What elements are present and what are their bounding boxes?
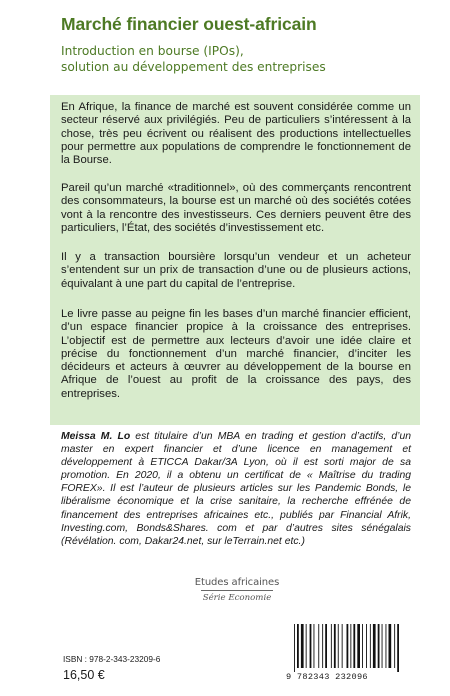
barcode-bar (353, 624, 355, 668)
summary-paragraph-4: Le livre passe au peigne fin les bases d’un marché financier efficient, d’un espace financier propice à la croissance des entreprises. L’objectif est de permettre aux lecteurs d’avoir une idée claire et précise du fonctionnement d’un marché financier, d’inciter les décideurs et acteurs à œuvrer au développement de la bourse en Afrique de l’ouest au profit de la croissance des pays, des entreprises. (61, 308, 411, 400)
barcode-bar (294, 624, 295, 672)
isbn: ISBN : 978-2-343-23209-6 (63, 654, 161, 664)
barcode-bar (301, 624, 304, 668)
barcode-bar (306, 624, 307, 668)
barcode-bars (292, 622, 412, 672)
barcode-bar (322, 624, 323, 668)
barcode-digits: 9 782343 232096 (286, 672, 368, 682)
barcode-bar (362, 624, 363, 668)
barcode-bar (318, 624, 319, 668)
summary-paragraph-1: En Afrique, la finance de marché est souvent considérée comme un secteur réservé aux privilégiés. Peu de particuliers s’intéressent à la chose, très peu écrivent ou réalisent des productions intellectuelles pour permettre aux populations de comprendre le fonctionnement de la Bourse. (61, 101, 411, 167)
barcode-bar (397, 624, 399, 672)
barcode-bar (342, 624, 343, 668)
subtitle-line-1: Introduction en bourse (IPOs), (61, 44, 244, 58)
price: 16,50 € (63, 668, 105, 682)
barcode-bar (389, 624, 392, 668)
author-bio-text: est titulaire d’un MBA en trading et gestion d’actifs, d’un master en expert financier et d’une licence en management et développement à ETICCA Dakar/3A Lyon, où il est sorti major de sa promotion. En 2020, il a obtenu un certificat de « Maîtrise du trading FOREX». Il est l’auteur de plusieurs articles sur les Pandemic Bonds, le libéralisme économique et la crise sanitaire, la recherche effrénée de financement des entreprises africaines etc., publiés par Financial Afrik, Investing.com, Bonds&Shares. com et par d’autres sites sénégalais (Révélation. com, Dakar24.net, sur leTerrain.net etc.) (61, 431, 412, 547)
author-name: Meissa M. Lo (61, 431, 131, 442)
barcode-bar (297, 624, 299, 668)
book-title: Marché financier ouest-africain (61, 14, 317, 34)
barcode-bar (350, 624, 351, 668)
barcode (286, 622, 416, 682)
barcode-bar (382, 624, 383, 668)
barcode-bar (373, 624, 376, 668)
barcode-bar (378, 624, 380, 668)
barcode-bar (310, 624, 312, 668)
barcode-bar (366, 624, 367, 668)
barcode-bar (314, 624, 315, 668)
barcode-bar (347, 624, 349, 668)
barcode-bar (357, 624, 360, 668)
summary-paragraph-2: Pareil qu’un marché «traditionnel», où des commerçants rencontrent des consommateurs, la bourse est un marché où des sociétés cotées vont à la rencontre des investisseurs. Ces derniers peuvent être des particuliers, l’État, des sociétés d’investissement etc. (61, 182, 411, 234)
barcode-bar (334, 624, 336, 668)
barcode-bar (370, 624, 371, 668)
barcode-bar (338, 624, 339, 668)
series-subtitle: Série Economie (202, 593, 272, 603)
book-subtitle (61, 44, 431, 75)
series-name: Etudes africaines (194, 577, 280, 588)
subtitle-line-2: solution au développement des entreprises (61, 59, 326, 74)
series-logo (177, 577, 297, 603)
barcode-bar (386, 624, 387, 668)
barcode-bar (394, 624, 395, 668)
author-bio (61, 430, 411, 548)
barcode-bar (331, 624, 332, 668)
barcode-bar (325, 624, 327, 668)
series-divider (201, 590, 273, 591)
summary-paragraph-3: Il y a transaction boursière lorsqu’un vendeur et un acheteur s’entendent sur un prix de transaction d’une ou de plusieurs actions, équivalant à une part du capital de l’entreprise. (61, 251, 411, 290)
